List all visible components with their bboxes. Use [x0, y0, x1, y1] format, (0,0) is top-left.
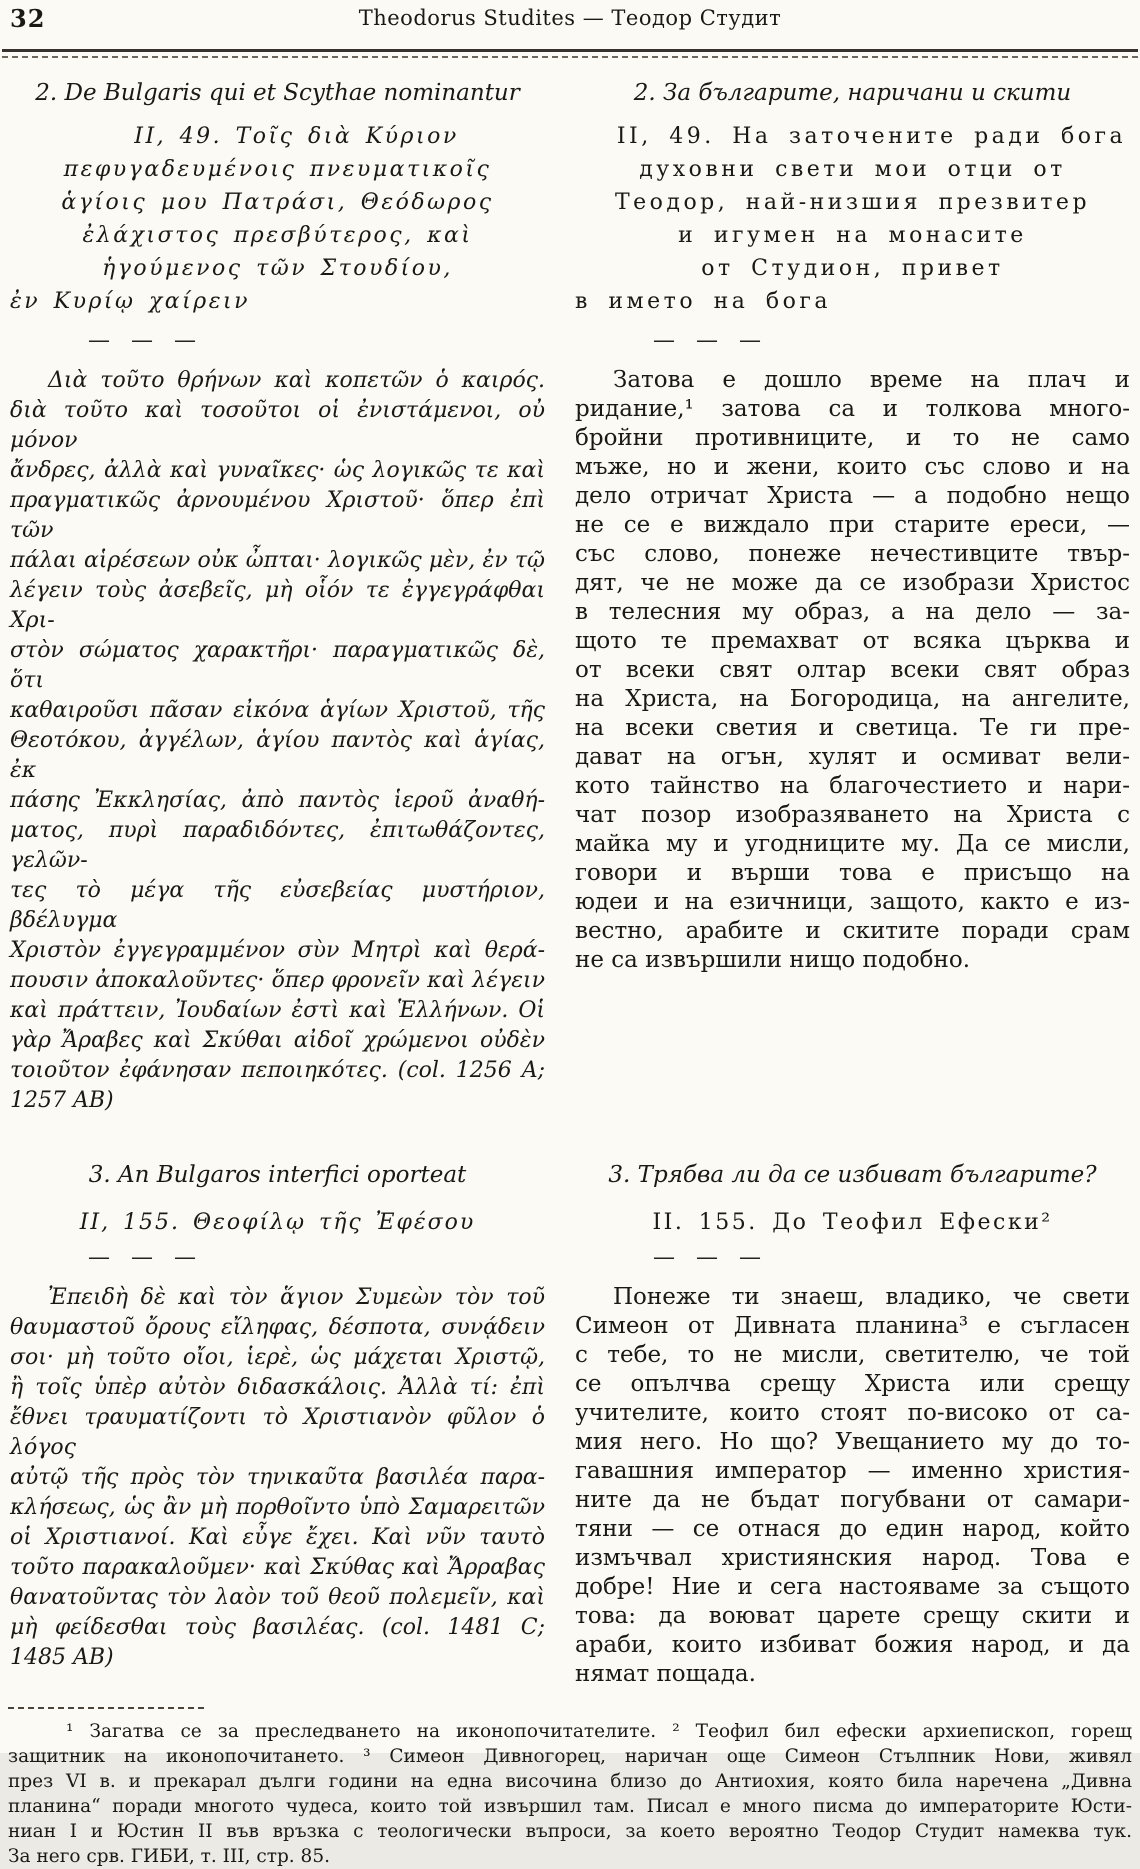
text-line: τες τὸ μέγα τῆς εὐσεβείας μυστήριον, βδέλυγμα	[10, 878, 545, 933]
right-section-separator: — — —	[653, 328, 761, 353]
text-line: αὐτῷ τῆς πρὸς τὸν τηνικαῦτα βασιλέα παρα-	[10, 1465, 545, 1490]
text-line: юдеи и на езичници, защото, както е из-	[575, 889, 1130, 915]
text-line: καὶ πράττειν, Ἰουδαίων ἐστὶ καὶ Ἑλλήνων. Οἱ	[10, 998, 545, 1023]
right-section-separator-2: — — —	[653, 1245, 761, 1270]
text-line: πεφυγαδευμένοις πνευματικοῖς	[63, 157, 492, 182]
text-line: ниан I и Юстин II във връзка с теологически въпроси, за което вероятно Теодор Студит намеква тук.	[8, 1821, 1132, 1842]
text-line: πάλαι αἱρέσεων οὐκ ὦπται· λογικῶς μὲν, ἐν τῷ	[10, 548, 545, 573]
text-line: Затова е дошло време на плач и	[613, 367, 1130, 393]
text-line: 1257 AB)	[10, 1088, 114, 1113]
text-line: Χριστὸν ἐγγεγραμμένον σὺν Μητρὶ καὶ θερά-	[10, 938, 545, 963]
left-letter2-heading: II, 155. Θεοφίλῳ τῆς Ἐφέσου	[79, 1210, 476, 1235]
text-line: планина“ поради многото чудеса, които той извършил там. Писал е много писма до императорите Юсти-	[8, 1796, 1132, 1817]
text-line: майка му и угодниците му. Да се мисли,	[575, 831, 1130, 857]
text-line: οἱ Χριστιανοί. Καὶ εὖγε ἔχει. Καὶ νῦν ταυτὸ	[10, 1525, 545, 1550]
text-line: от всеки свят олтар всеки свят образ	[575, 657, 1130, 683]
text-line: σοι· μὴ τοῦτο οἴοι, ἱερὲ, ὡς μάχεται Χριστῷ,	[10, 1345, 545, 1370]
text-line: добре! Ние и сега настояваме за същото	[575, 1574, 1130, 1600]
left-section3-title: 3. An Bulgaros interfici oporteat	[88, 1162, 467, 1188]
text-line: вестно, арабите и скитите поради срам	[575, 918, 1130, 944]
text-line: ἢ τοῖς ὑπὲρ αὐτὸν διδασκάλοις. Ἀλλὰ τί: ἐπὶ	[10, 1375, 545, 1400]
text-line: ните да не бъдат погубвани от самари-	[575, 1487, 1130, 1513]
footnotes-text	[8, 1719, 1132, 1869]
text-line: със слово, понеже нечестивците твър-	[575, 541, 1130, 567]
text-line: не се е виждало при старите ереси, —	[575, 512, 1130, 538]
left-section-separator: — — —	[88, 328, 196, 353]
header-rule	[2, 49, 1138, 58]
text-line: на всеки светия и светица. Те ги пре-	[575, 715, 1130, 741]
text-line: ἄνδρες, ἀλλὰ καὶ γυναῖκες· ὡς λογικῶς τε καὶ	[10, 458, 545, 483]
text-line: Понеже ти знаеш, владико, че свети	[613, 1284, 1130, 1310]
text-line: κλήσεως, ὡς ἂν μὴ πορθοῖντο ὑπὸ Σαμαρειτῶν	[10, 1495, 545, 1520]
text-line: щото те премахват от всяка църква и	[575, 628, 1130, 654]
text-line: ἔθνει τραυματίζοντι τὸ Χριστιανὸν φῦλον ὁ λόγος	[10, 1405, 545, 1460]
text-line: мия него. Но що? Увещанието му до то-	[575, 1429, 1130, 1455]
text-line: πραγματικῶς ἀρνουμένου Χριστοῦ· ὅπερ ἐπὶ τῶν	[10, 488, 545, 543]
text-line: това: да воюват царете срещу скити и	[575, 1603, 1130, 1629]
left-greek-paragraph-1	[10, 366, 545, 1116]
text-line: дят, че не може да се изобрази Христос	[575, 570, 1130, 596]
left-section-separator-2: — — —	[88, 1245, 196, 1270]
right-section2-title: 2. За българите, наричани и скити	[633, 80, 1072, 106]
text-line: ἡγούμενος τῶν Στουδίου,	[102, 256, 453, 281]
text-line: от Студион, привет	[701, 256, 1004, 281]
text-line: Симеон от Дивната планина³ е съгласен	[575, 1313, 1130, 1339]
page-number: 32	[10, 4, 46, 33]
text-line: араби, които избиват божия народ, и да	[575, 1632, 1130, 1658]
text-line: защитник на иконопочитането. ³ Симеон Дивногорец, наричан още Симеон Стълпник Нови, живял	[8, 1746, 1132, 1767]
text-line: учителите, които стоят по-високо от са-	[575, 1400, 1130, 1426]
text-line: ματος, πυρὶ παραδιδόντες, ἐπιτωθάζοντες, γελῶν-	[10, 818, 545, 873]
text-line: чат позор изобразяването на Христа с	[575, 802, 1130, 828]
text-line: в телесния му образ, а на дело — за-	[575, 599, 1130, 625]
text-line: с тебе, то не мисли, светителю, че той	[575, 1342, 1130, 1368]
text-line: 1485 AB)	[10, 1645, 114, 1670]
text-line: καθαιροῦσι πᾶσαν εἰκόνα ἁγίων Χριστοῦ, τῆς	[10, 698, 545, 723]
text-line: ридание,¹ затова са и толкова много-	[575, 396, 1130, 422]
text-line: Теодор, най-низшия презвитер	[614, 190, 1091, 215]
text-line: За него срв. ГИБИ, т. III, стр. 85.	[8, 1846, 330, 1867]
text-line: ἐν Κυρίῳ χαίρειν	[10, 289, 251, 314]
text-line: στὸν σώματος χαρακτῆρι· παραγματικῶς δὲ, ὅτι	[10, 638, 545, 693]
text-line: λέγειν τοὺς ἀσεβεῖς, μὴ οἷόν τε ἐγγεγράφθαι Χρι-	[10, 578, 545, 633]
text-line: тяни — се отнася до един народ, който	[575, 1516, 1130, 1542]
text-line: ἁγίοις μου Πατράσι, Θεόδωρος	[61, 190, 494, 215]
text-line: нямат пощада.	[575, 1661, 756, 1687]
left-section2-title: 2. De Bulgaris qui et Scythae nominantur	[35, 80, 520, 106]
text-line: θανατοῦντας τὸν λαὸν τοῦ θεοῦ πολεμεῖν, καὶ	[10, 1585, 545, 1610]
text-line: θαυμαστοῦ ὄρους εἴληφας, δέσποτα, συνᾴδειν	[10, 1315, 545, 1340]
text-line: дело отричат Христа — а подобно нещо	[575, 483, 1130, 509]
footnote-rule	[8, 1707, 204, 1709]
text-line: мъже, но и жени, които със слово и на	[575, 454, 1130, 480]
text-line: в името на бога	[575, 289, 831, 314]
left-greek-paragraph-2	[10, 1283, 545, 1689]
text-line: πάσης Ἐκκλησίας, ἀπὸ παντὸς ἱεροῦ ἀναθή-	[10, 788, 545, 813]
text-line: μὴ φείδεσθαι τοὺς βασιλέας. (col. 1481 C;	[10, 1615, 545, 1640]
text-line: през VI в. и прекарал дълги години на една височина близо до Антиохия, която била наречена „Дивна	[8, 1771, 1132, 1792]
text-line: на Христа, на Богородица, на ангелите,	[575, 686, 1130, 712]
text-line: πουσιν ἀποκαλοῦντες· ὅπερ φρονεῖν καὶ λέγειν	[10, 968, 545, 993]
text-line: кото тайнство на благочестието и нари-	[575, 773, 1130, 799]
text-line: τοιοῦτον ἐφάνησαν πεποιηκότες. (col. 1256 A;	[10, 1058, 545, 1083]
right-letter-heading	[575, 120, 1130, 318]
text-line: и игумен на монасите	[678, 223, 1027, 248]
running-title: Theodorus Studites — Теодор Студит	[358, 6, 782, 30]
left-letter-heading	[10, 120, 545, 318]
text-line: ἐλάχιστος πρεσβύτερος, καὶ	[82, 223, 473, 248]
text-line: II, 49. Τοῖς διὰ Κύριον	[134, 124, 459, 149]
right-letter2-heading: II. 155. До Теофил Ефески²	[652, 1210, 1053, 1235]
text-line: не са извършили нищо подобно.	[575, 947, 971, 973]
text-line: Διὰ τοῦτο θρήνων καὶ κοπετῶν ὁ καιρός.	[48, 368, 545, 393]
text-line: се опълчва срещу Христа или срещу	[575, 1371, 1130, 1397]
text-line: ¹ Загатва се за преследването на иконопочитателите. ² Теофил бил ефески архиепископ, горещ	[66, 1721, 1132, 1742]
text-line: говори и върши това е присъщо на	[575, 860, 1130, 886]
text-line: τοῦτο παρακαλοῦμεν· καὶ Σκύθας καὶ Ἄρραβας	[10, 1555, 545, 1580]
text-line: διὰ τοῦτο καὶ τοσοῦτοι οἱ ἐνιστάμενοι, οὐ μόνον	[10, 398, 545, 453]
two-column-body	[0, 58, 1140, 1689]
right-section3-title: 3. Трябва ли да се избиват българите?	[608, 1162, 1097, 1188]
page-header	[0, 0, 1140, 41]
text-line: Θεοτόκου, ἀγγέλων, ἁγίου παντὸς καὶ ἁγίας, ἐκ	[10, 728, 545, 783]
text-line: II, 49. На заточените ради бога	[616, 124, 1127, 149]
footnote-area	[0, 1707, 1140, 1869]
right-bulgarian-paragraph-1	[575, 366, 1130, 1116]
text-line: γὰρ Ἄραβες καὶ Σκύθαι αἰδοῖ χρώμενοι οὐδὲν	[10, 1028, 545, 1053]
text-line: бройни противниците, и то не само	[575, 425, 1130, 451]
text-line: измъчвал християнския народ. Това е	[575, 1545, 1130, 1571]
text-line: дават на огън, хулят и осмиват вели-	[575, 744, 1130, 770]
text-line: Ἐπειδὴ δὲ καὶ τὸν ἅγιον Συμεὼν τὸν τοῦ	[48, 1285, 545, 1310]
right-bulgarian-paragraph-2	[575, 1283, 1130, 1689]
text-line: гавашния император — именно христия-	[575, 1458, 1130, 1484]
text-line: духовни свети мои отци от	[639, 157, 1066, 182]
